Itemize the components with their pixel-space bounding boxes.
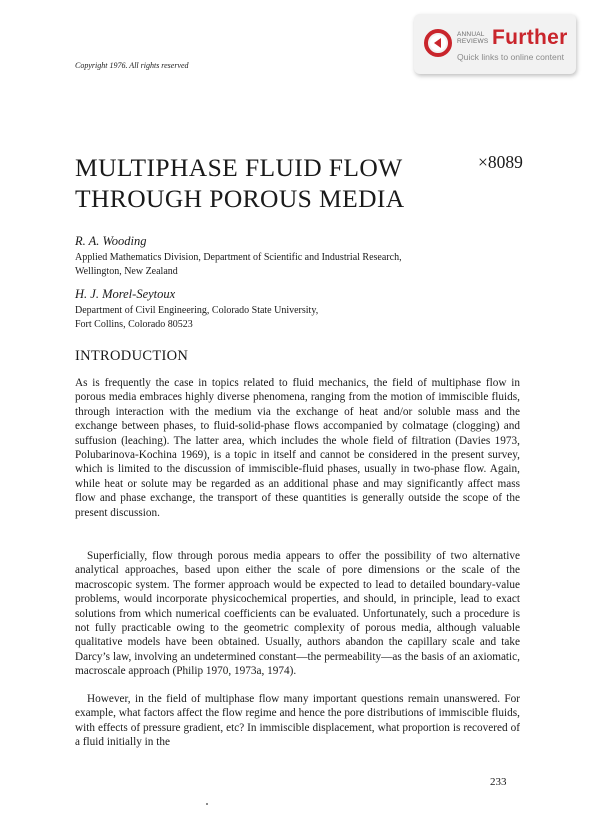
further-subtitle: Quick links to online content (457, 52, 565, 62)
section-heading: INTRODUCTION (75, 348, 189, 364)
author-affiliation: Applied Mathematics Division, Department of Scientific and Industrial Research, Wellington, New Zealand (75, 252, 402, 277)
scan-dot (206, 803, 208, 805)
play-circle-icon (424, 29, 452, 57)
author-name: H. J. Morel-Seytoux (75, 287, 176, 301)
body-paragraph: As is frequently the case in topics related to fluid mechanics, the field of multiphase flow in porous media embraces highly diverse phenomena, ranging from the motion of immiscible fluids, through interaction with the medium via the exchange of heat and/or soluble mass and the exchange between phases, to fluid-solid-phase flows accompanied by colmatage (clogging) and suffusion (leaching). The latter area, which includes the whole field of filtration (Davies 1973, Polubarinova-Kochina 1969), is a topic in itself and cannot be considered in the present survey, which is limited to the discussion of immiscible-fluid phases, usually in two-phase flow. Again, while heat or solute may be regarded as an additional phase and may significantly affect mass flow and phase exchange, the transport of these quantities is generally outside the scope of the present discussion. (75, 377, 520, 519)
annual-reviews-further-badge[interactable] (414, 14, 576, 74)
copyright-notice: Copyright 1976. All rights reserved (75, 61, 189, 70)
page-number: 233 (490, 776, 507, 788)
title-line-1: MULTIPHASE FLUID FLOW (75, 153, 403, 182)
article-code: ×8089 (478, 152, 523, 172)
title-line-2: THROUGH POROUS MEDIA (75, 184, 405, 213)
body-paragraph: However, in the field of multiphase flow many important questions remain unanswered. For example, what factors affect the flow regime and hence the pore distributions of immiscible fluids, with effects of pressure gradient, etc? In immiscible displacement, what proportion is recovered of a fluid initially in the (75, 693, 520, 749)
author-affiliation: Department of Civil Engineering, Colorado State University, Fort Collins, Colorado 80523 (75, 305, 319, 330)
annual-reviews-label: ANNUAL REVIEWS (457, 31, 489, 45)
author-name: R. A. Wooding (75, 234, 147, 248)
body-paragraph: Superficially, flow through porous media appears to offer the possibility of two alternative analytical approaches, based upon either the scale of pore dimensions or the scale of the macroscopic system. The former approach would be expected to lead to detailed boundary-value problems, would incorporate physicochemical properties, and should, in principle, lead to exact solutions from which numerical coefficients can be evaluated. Unfortunately, such a procedure is not fully practicable owing to the geometric complexity of porous media, although valuable qualitative models have been obtained. Usually, authors abandon the capillary scale and take Darcy’s law, involving an undetermined constant—the permeability—as the basis of an axiomatic, macroscale approach (Philip 1970, 1973a, 1974). (75, 550, 520, 678)
further-brand: Further (492, 26, 568, 49)
article-title (75, 152, 405, 214)
